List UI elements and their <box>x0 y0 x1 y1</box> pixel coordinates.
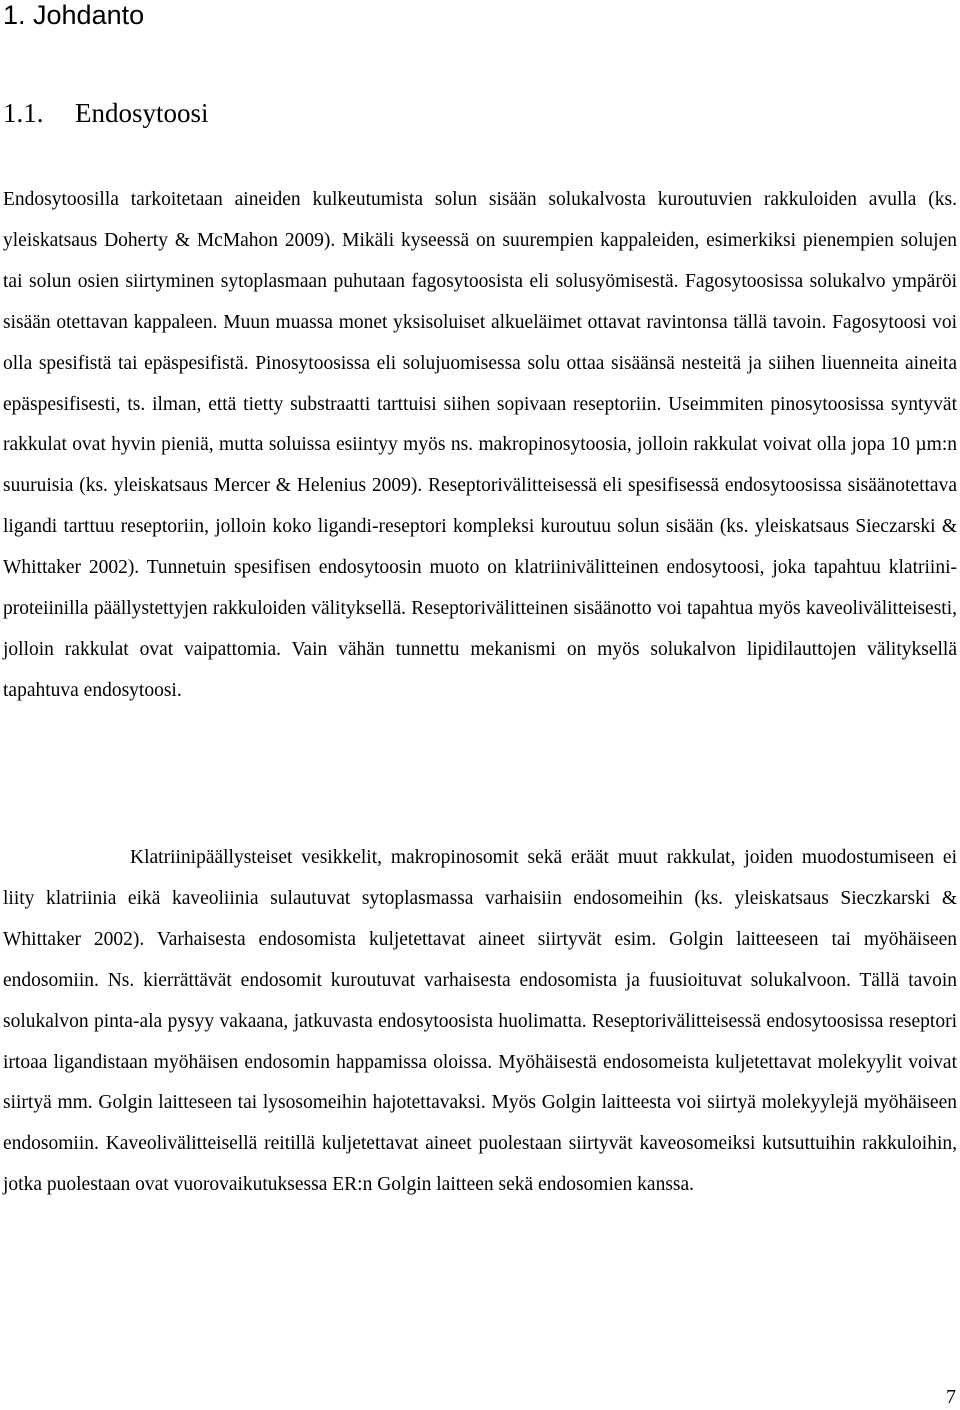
section-heading <box>3 96 209 130</box>
chapter-heading: 1. Johdanto <box>3 0 145 30</box>
page-number: 7 <box>946 1386 956 1408</box>
section-number: 1.1. <box>3 98 44 128</box>
body-paragraph-1: Endosytoosilla tarkoitetaan aineiden kulkeutumista solun sisään solukalvosta kuroutuvien rakkuloiden avulla (ks. yleiskatsaus Doherty & McMahon 2009). Mikäli kyseessä on suurempien kappaleiden, esimerkiksi pienempien solujen tai solun osien siirtyminen sytoplasmaan puhutaan fagosytoosista eli solusyömisestä. Fagosytoosissa solukalvo ympäröi sisään otettavan kappaleen. Muun muassa monet yksisoluiset alkueläimet ottavat ravintonsa tällä tavoin. Fagosytoosi voi olla spesifistä tai epäspesifistä. Pinosytoosissa eli solujuomisessa solu ottaa sisäänsä nesteitä ja siihen liuenneita aineita epäspesifisesti, ts. ilman, että tietty substraatti tarttuisi siihen sopivaan reseptoriin. Useimmiten pinosytoosissa syntyvät rakkulat ovat hyvin pieniä, mutta soluissa esiintyy myös ns. makropinosytoosia, jolloin rakkulat voivat olla jopa 10 µm:n suuruisia (ks. yleiskatsaus Mercer & Helenius 2009). Reseptorivälitteisessä eli spesifisessä endosytoosissa sisäänotettava ligandi tarttuu reseptoriin, jolloin koko ligandi-reseptori kompleksi kuroutuu solun sisään (ks. yleiskatsaus Sieczarski & Whittaker 2002). Tunnetuin spesifisen endosytoosin muoto on klatriinivälitteinen endosytoosi, joka tapahtuu klatriini-proteiinilla päällystettyjen rakkuloiden välityksellä. Reseptorivälitteinen sisäänotto voi tapahtua myös kaveolivälitteisesti, jolloin rakkulat ovat vaipattomia. Vain vähän tunnettu mekanismi on myös solukalvon lipidilauttojen välityksellä tapahtuva endosytoosi. <box>3 189 957 701</box>
section-title: Endosytoosi <box>75 98 209 128</box>
body-paragraph-2: Klatriinipäällysteiset vesikkelit, makropinosomit sekä eräät muut rakkulat, joiden muodostumiseen ei liity klatriinia eikä kaveoliinia sulautuvat sytoplasmassa varhaisiin endosomeihin (ks. yleiskatsaus Sieczkarski & Whittaker 2002). Varhaisesta endosomista kuljetettavat aineet siirtyvät esim. Golgin laitteeseen tai myöhäiseen endosomiin. Ns. kierrättävät endosomit kuroutuvat varhaisesta endosomista ja fuusioituvat solukalvoon. Tällä tavoin solukalvon pinta-ala pysyy vakaana, jatkuvasta endosytoosista huolimatta. Reseptorivälitteisessä endosytoosissa reseptori irtoaa ligandistaan myöhäisen endosomin happamissa oloissa. Myöhäisestä endosomeista kuljetettavat molekyylit voivat siirtyä mm. Golgin laitteseen tai lysosomeihin hajotettavaksi. Myös Golgin laitteesta voi siirtyä molekyylejä myöhäiseen endosomiin. Kaveolivälitteisellä reitillä kuljetettavat aineet puolestaan siirtyvät kaveosomeiksi kutsuttuihin rakkuloihin, jotka puolestaan ovat vuorovaikutuksessa ER:n Golgin laitteen sekä endosomien kanssa. <box>3 847 957 1196</box>
